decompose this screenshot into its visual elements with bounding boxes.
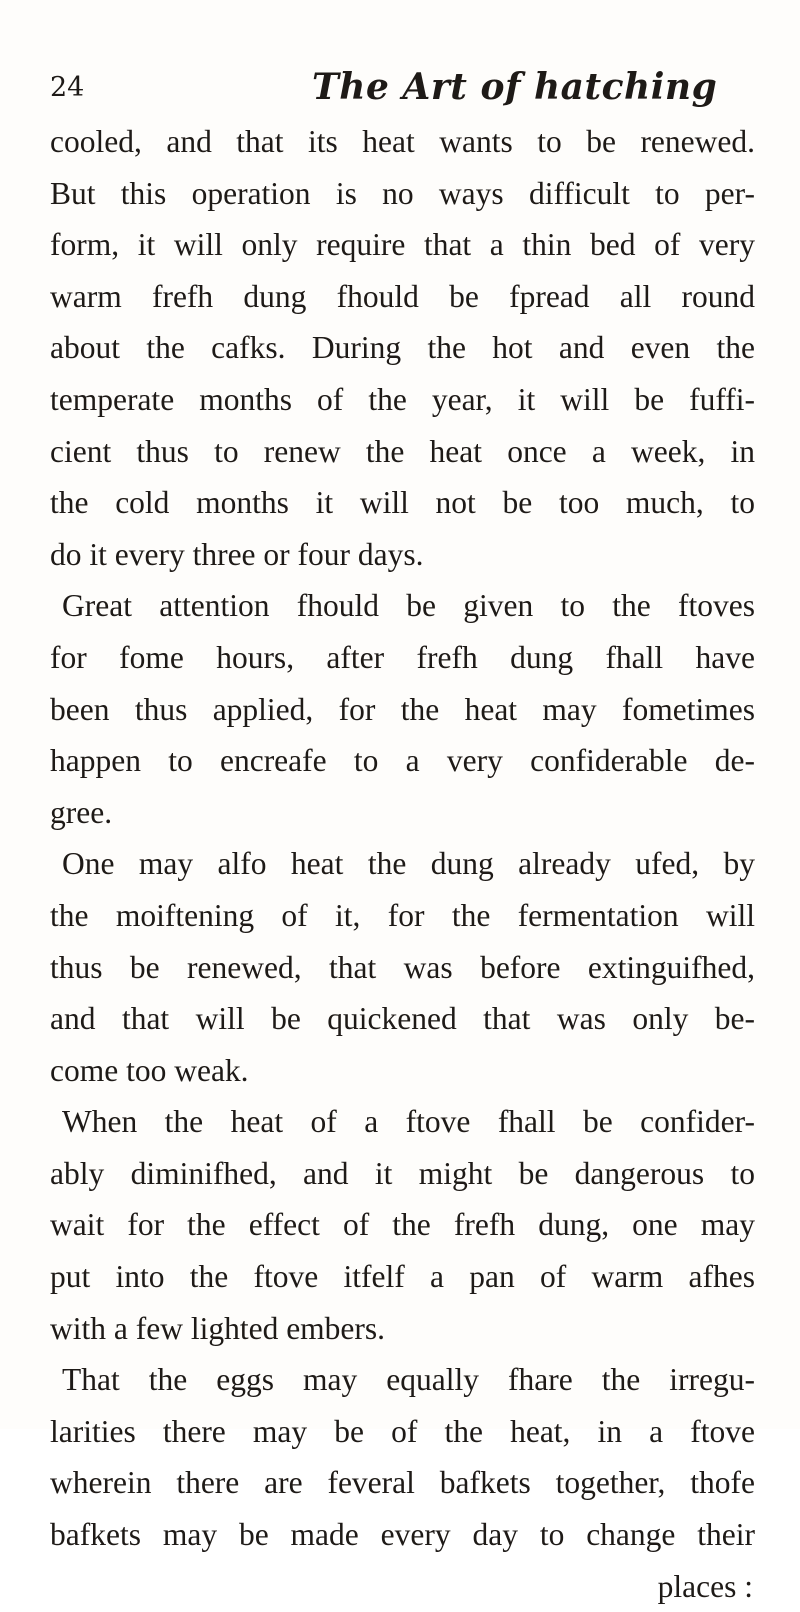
text-line: been thus applied, for the heat may fometimes bbox=[50, 691, 755, 727]
text-line: form, it will only require that a thin bed of very bbox=[50, 227, 755, 263]
text-line: cooled, and that its heat wants to be renewed. bbox=[50, 124, 755, 159]
text-line: with a few lighted embers. bbox=[50, 1310, 386, 1346]
text-line: do it every three or four days. bbox=[50, 536, 424, 572]
text-line: warm frefh dung fhould be fpread all round bbox=[50, 278, 755, 314]
text-line: wait for the effect of the frefh dung, one may bbox=[50, 1207, 755, 1243]
text-line: places : bbox=[657, 1568, 753, 1604]
text-line: When the heat of a ftove fhall be confider- bbox=[62, 1104, 755, 1140]
page-header bbox=[50, 64, 770, 112]
text-line: cient thus to renew the heat once a week, in bbox=[50, 433, 755, 469]
text-line: larities there may be of the heat, in a ftove bbox=[50, 1413, 755, 1449]
text-line: That the eggs may equally fhare the irregu- bbox=[62, 1362, 755, 1398]
text-line: bafkets may be made every day to change their bbox=[50, 1517, 755, 1553]
text-line: come too weak. bbox=[50, 1052, 249, 1088]
text-line: But this operation is no ways difficult to per- bbox=[50, 175, 755, 211]
text-line: happen to encreafe to a very confiderable de- bbox=[50, 743, 755, 779]
text-line: ably diminifhed, and it might be dangerous to bbox=[50, 1155, 755, 1191]
text-line: the moiftening of it, for the fermentation will bbox=[50, 897, 755, 933]
text-line: the cold months it will not be too much, to bbox=[50, 485, 755, 521]
running-title: The Art of hatching bbox=[312, 66, 718, 108]
text-line: thus be renewed, that was before extinguifhed, bbox=[50, 949, 755, 985]
page-number: 24 bbox=[50, 72, 85, 103]
body-text bbox=[50, 116, 755, 1612]
text-line: wherein there are feveral bafkets together, thofe bbox=[50, 1465, 755, 1501]
text-line: temperate months of the year, it will be fuffi- bbox=[50, 381, 755, 417]
text-line: and that will be quickened that was only be- bbox=[50, 1001, 755, 1037]
text-line: for fome hours, after frefh dung fhall have bbox=[50, 639, 755, 675]
text-line: about the cafks. During the hot and even the bbox=[50, 330, 755, 366]
text-line: gree. bbox=[50, 794, 113, 830]
text-line: put into the ftove itfelf a pan of warm afhes bbox=[50, 1259, 755, 1295]
text-line: Great attention fhould be given to the ftoves bbox=[62, 588, 755, 624]
text-line: One may alfo heat the dung already ufed, by bbox=[62, 846, 755, 882]
